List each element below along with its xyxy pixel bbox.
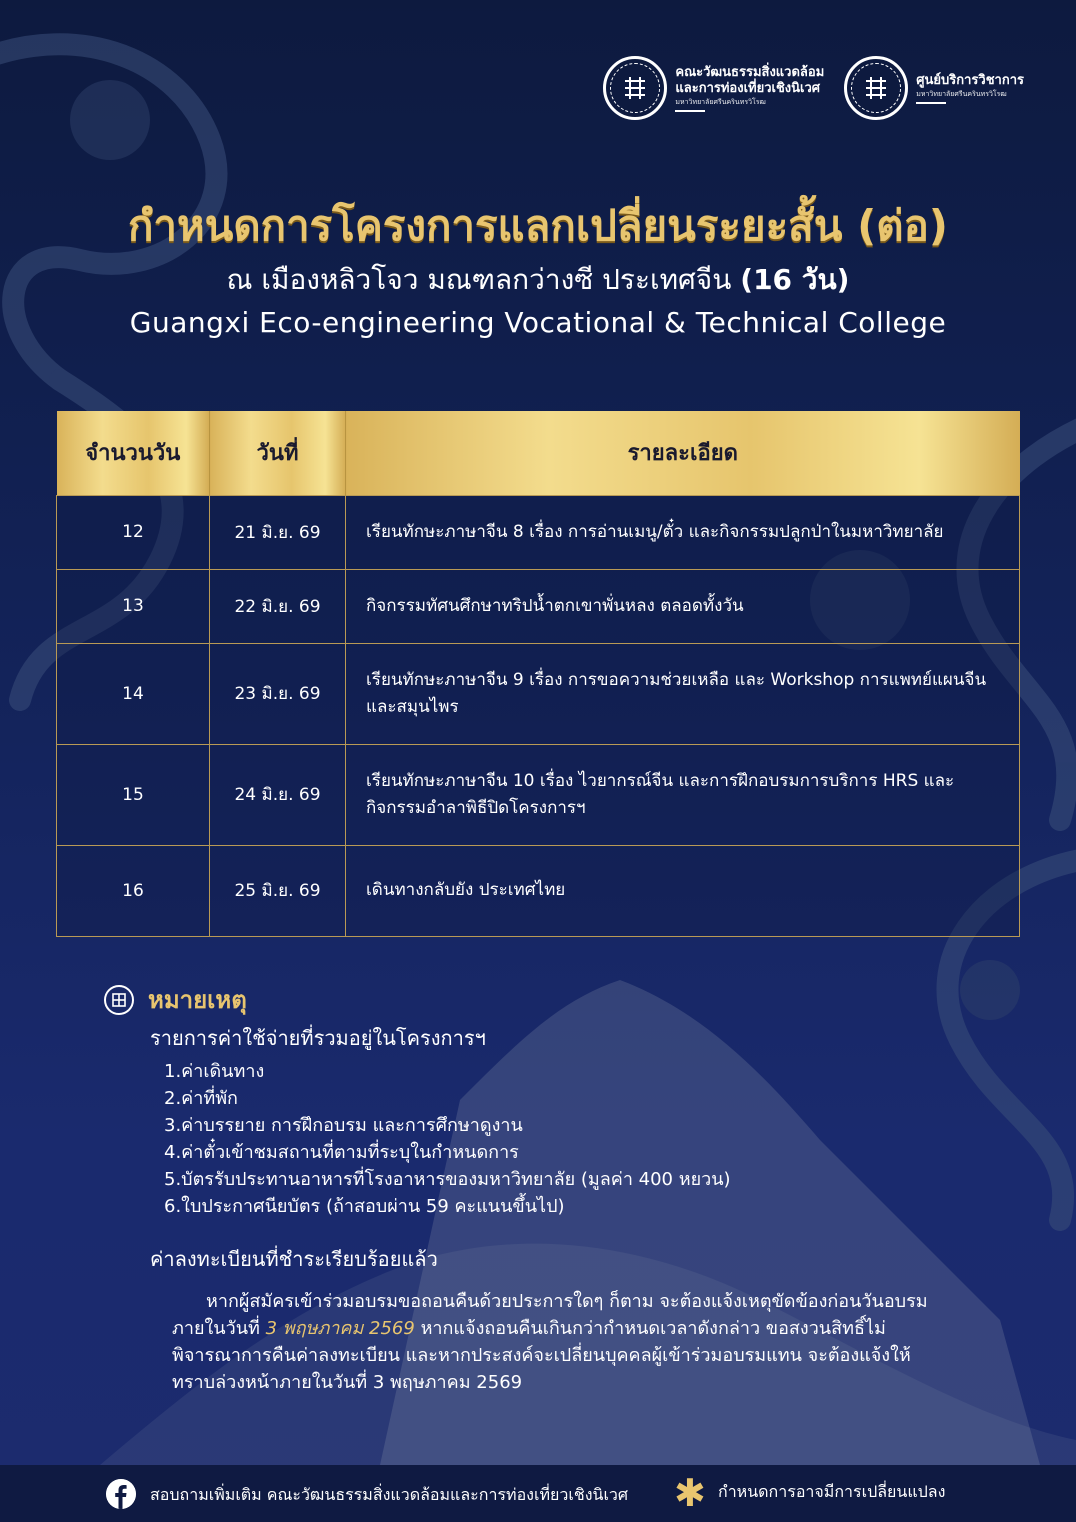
- notes-title: หมายเหตุ: [148, 986, 247, 1014]
- row-detail: เรียนทักษะภาษาจีน 9 เรื่อง การขอความช่วยเหลือ และ Workshop การแพทย์แผนจีน และสมุนไพร: [346, 643, 1020, 744]
- page-subtitle: [0, 258, 1076, 302]
- list-item: 6.ใบประกาศนียบัตร (ถ้าสอบผ่าน 59 คะแนนขึ้นไป): [164, 1196, 565, 1217]
- row-date: 22 มิ.ย. 69: [210, 569, 346, 643]
- included-heading: รายการค่าใช้จ่ายที่รวมอยู่ในโครงการฯ: [150, 1026, 486, 1050]
- faculty-emblem-icon: [603, 56, 667, 120]
- table-row: [57, 643, 1020, 744]
- list-item: 3.ค่าบรรยาย การฝึกอบรม และการศึกษาดูงาน: [164, 1115, 523, 1136]
- policy-text-2: หากแจ้งถอนคืนเกินกว่ากำหนดเวลาดังกล่าว ขอสงวนสิทธิ์ไม่พิจารณาการคืนค่าลงทะเบียน และหากประสงค์จะเปลี่ยนบุคคลผู้เข้าร่วมอบรมแทน จะต้องแจ้งให้ทราบล่วงหน้าภายในวันที่ 3 พฤษภาคม 2569: [172, 1318, 911, 1393]
- table-row: [57, 845, 1020, 936]
- policy-deadline: 3 พฤษภาคม 2569: [265, 1318, 415, 1339]
- list-item: 1.ค่าเดินทาง: [164, 1061, 265, 1082]
- list-item: 5.บัตรรับประทานอาหารที่โรงอาหารของมหาวิทยาลัย (มูลค่า 400 หยวน): [164, 1169, 731, 1190]
- asterisk-icon: ✱: [674, 1471, 706, 1515]
- row-detail: เรียนทักษะภาษาจีน 10 เรื่อง ไวยากรณ์จีน และการฝึกอบรมการบริการ HRS และกิจกรรมอำลาพิธีปิดโครงการฯ: [346, 744, 1020, 845]
- table-row: [57, 744, 1020, 845]
- logos-area: [603, 56, 1024, 120]
- ornament-icon: [104, 985, 134, 1015]
- row-day: 14: [57, 643, 210, 744]
- row-date: 25 มิ.ย. 69: [210, 845, 346, 936]
- row-detail: เรียนทักษะภาษาจีน 8 เรื่อง การอ่านเมนู/ตั๋ว และกิจกรรมปลูกป่าในมหาวิทยาลัย: [346, 495, 1020, 569]
- row-day: 13: [57, 569, 210, 643]
- table-row: [57, 495, 1020, 569]
- row-date: 23 มิ.ย. 69: [210, 643, 346, 744]
- policy-text-1: หากผู้สมัครเข้าร่วมอบรมขอถอนคืนด้วยประการใดๆ ก็ตาม จะต้องแจ้งเหตุขัดข้องก่อนวันอบรมภายในวันที่: [172, 1291, 928, 1339]
- footer-contact: สอบถามเพิ่มเติม คณะวัฒนธรรมสิ่งแวดล้อมและการท่องเที่ยวเชิงนิเวศ: [150, 1485, 629, 1504]
- footer: [0, 1465, 1076, 1522]
- center-name: ศูนย์บริการวิชาการ: [916, 72, 1024, 88]
- table-row: [57, 569, 1020, 643]
- row-detail: เดินทางกลับยัง ประเทศไทย: [346, 845, 1020, 936]
- faculty-name-line2: และการท่องเที่ยวเชิงนิเวศ: [675, 80, 821, 96]
- faculty-university: มหาวิทยาลัยศรีนครินทรวิโรฒ: [675, 97, 766, 106]
- list-item: 4.ค่าตั๋วเข้าชมสถานที่ตามที่ระบุในกำหนดการ: [164, 1142, 519, 1163]
- row-date: 21 มิ.ย. 69: [210, 495, 346, 569]
- table-header-row: [57, 411, 1020, 495]
- center-emblem-icon: [844, 56, 908, 120]
- faculty-name-line1: คณะวัฒนธรรมสิ่งแวดล้อม: [675, 64, 825, 80]
- schedule-table: [56, 411, 1020, 937]
- center-logo: [844, 56, 1024, 120]
- row-day: 12: [57, 495, 210, 569]
- row-day: 15: [57, 744, 210, 845]
- college-name: Guangxi Eco-engineering Vocational & Technical College: [129, 306, 947, 339]
- facebook-icon[interactable]: [106, 1479, 136, 1509]
- row-day: 16: [57, 845, 210, 936]
- header-date: วันที่: [210, 411, 346, 495]
- refund-policy-paragraph: [172, 1288, 932, 1396]
- subtitle-location: ณ เมืองหลิวโจว มณฑลกว่างซี ประเทศจีน: [226, 263, 732, 296]
- subtitle-duration: (16 วัน): [740, 263, 850, 296]
- row-detail: กิจกรรมทัศนศึกษาทริปน้ำตกเขาพั่นหลง ตลอดทั้งวัน: [346, 569, 1020, 643]
- faculty-logo: [603, 56, 824, 120]
- footer-disclaimer: กำหนดการอาจมีการเปลี่ยนแปลง: [718, 1482, 946, 1501]
- fee-heading: ค่าลงทะเบียนที่ชำระเรียบร้อยแล้ว: [150, 1247, 438, 1271]
- notes-heading: [104, 980, 247, 1019]
- page-title: กำหนดการโครงการแลกเปลี่ยนระยะสั้น (ต่อ): [127, 201, 948, 250]
- center-university: มหาวิทยาลัยศรีนครินทรวิโรฒ: [916, 89, 1007, 98]
- header-detail: รายละเอียด: [346, 411, 1020, 495]
- list-item: 2.ค่าที่พัก: [164, 1088, 238, 1109]
- header-day: จำนวนวัน: [57, 411, 210, 495]
- included-list: [164, 1058, 731, 1220]
- row-date: 24 มิ.ย. 69: [210, 744, 346, 845]
